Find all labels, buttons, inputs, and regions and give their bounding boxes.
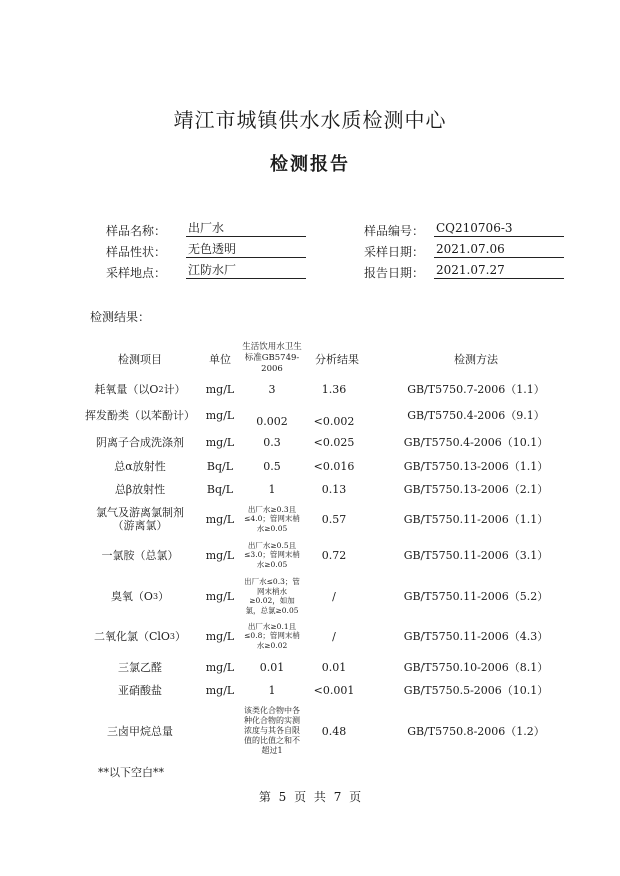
table-row (0, 537, 620, 573)
standard-cell: 出厂水≥0.5且≤3.0；管网末梢水≥0.05 (244, 540, 300, 569)
result-cell: 0.01 (321, 660, 347, 674)
table-row (0, 479, 620, 499)
unit-cell: Bq/L (206, 482, 234, 496)
report-date-label: 报告日期： (363, 266, 424, 280)
method-cell: GB/T5750.11-2006（3.1） (403, 548, 549, 562)
method-cell: GB/T5750.8-2006（1.2） (407, 724, 545, 738)
result-cell: 0.13 (321, 482, 347, 496)
unit-cell: mg/L (205, 589, 235, 603)
method-cell: GB/T5750.13-2006（1.1） (403, 459, 549, 473)
standard-cell: 出厂水≥0.3且≤4.0；管网末梢水≥0.05 (244, 504, 300, 533)
results-section-label: 检测结果： (90, 310, 151, 324)
result-cell: <0.025 (313, 435, 355, 449)
method-cell: GB/T5750.11-2006（5.2） (403, 589, 549, 603)
sampling-site-value: 江防水厂 (186, 263, 306, 279)
standard-cell: 该类化合物中各种化合物的实测浓度与其各自限值的比值之和不超过1 (244, 706, 300, 755)
sampling-date-value: 2021.07.06 (434, 242, 564, 258)
table-row (0, 618, 620, 654)
standard-cell: 出厂水≥0.1且≤0.8；管网末梢水≥0.02 (244, 621, 300, 650)
table-row (0, 657, 620, 677)
method-cell: GB/T5750.11-2006（1.1） (403, 512, 549, 526)
result-cell: / (332, 629, 336, 643)
result-cell: <0.002 (313, 414, 355, 428)
table-row (0, 703, 620, 759)
method-cell: GB/T5750.10-2006（8.1） (403, 660, 549, 674)
method-cell: GB/T5750.4-2006（10.1） (403, 435, 549, 449)
report-date-value: 2021.07.27 (434, 263, 564, 279)
result-cell: <0.016 (313, 459, 355, 473)
blank-note: **以下空白** (98, 766, 164, 779)
sample-property-value: 无色透明 (186, 242, 306, 258)
sample-name-value: 出厂水 (186, 221, 306, 237)
report-title: 检测报告 (270, 154, 350, 175)
item-cell: 二氧化氯（ClO 3 ） (93, 629, 187, 643)
sample-name-label: 样品名称： (105, 224, 166, 238)
unit-cell: mg/L (205, 629, 235, 643)
organization-name: 靖江市城镇供水水质检测中心 (173, 108, 447, 132)
result-cell: 1.36 (321, 382, 347, 396)
item-cell: 三氯乙醛 (118, 660, 162, 674)
standard-cell: 0.01 (259, 660, 285, 674)
unit-cell: mg/L (205, 660, 235, 674)
method-cell: GB/T5750.5-2006（10.1） (403, 683, 549, 697)
result-cell: 0.57 (321, 512, 347, 526)
standard-cell: 3 (268, 382, 276, 396)
sample-no-value: CQ210706-3 (434, 221, 564, 237)
page-number: 第 5 页 共 7 页 (258, 790, 362, 804)
column-header-standard: 生活饮用水卫生标准GB5749-2006 (242, 342, 302, 374)
unit-cell: mg/L (205, 408, 235, 422)
standard-cell: 0.5 (263, 459, 281, 473)
method-cell: GB/T5750.11-2006（4.3） (403, 629, 549, 643)
standard-cell: 1 (268, 683, 276, 697)
column-header-method: 检测方法 (454, 353, 498, 366)
unit-cell: mg/L (205, 382, 235, 396)
sampling-date-label: 采样日期： (363, 245, 424, 259)
item-cell: 挥发酚类（以苯酚计） (85, 408, 195, 422)
item-cell: 氯气及游离氯制剂（游离氯） (96, 506, 184, 532)
unit-cell (196, 703, 244, 759)
unit-cell: mg/L (205, 435, 235, 449)
column-header-unit: 单位 (209, 353, 231, 366)
item-cell: 亚硝酸盐 (118, 683, 162, 697)
table-row (0, 574, 620, 618)
result-cell: 0.48 (321, 724, 347, 738)
item-cell: 一氯胺（总氯） (101, 548, 179, 562)
standard-cell: 1 (268, 482, 276, 496)
result-cell: <0.001 (313, 683, 355, 697)
table-row (0, 379, 620, 399)
standard-cell: 0.002 (256, 414, 288, 428)
method-cell: GB/T5750.7-2006（1.1） (407, 382, 545, 396)
table-row (0, 501, 620, 537)
unit-cell: Bq/L (206, 459, 234, 473)
table-row (0, 432, 620, 452)
unit-cell: mg/L (205, 548, 235, 562)
unit-cell: mg/L (205, 512, 235, 526)
result-cell: 0.72 (321, 548, 347, 562)
item-cell: 总β放射性 (114, 482, 166, 496)
table-row (0, 400, 620, 430)
column-header-item: 检测项目 (118, 353, 162, 366)
table-row (0, 680, 620, 700)
standard-cell: 0.3 (263, 435, 281, 449)
item-cell: 阴离子合成洗涤剂 (96, 435, 184, 449)
column-header-result: 分析结果 (315, 353, 359, 366)
sample-no-label: 样品编号： (363, 224, 424, 238)
item-cell: 耗氧量（以O 2 计） (94, 382, 186, 396)
unit-cell: mg/L (205, 683, 235, 697)
sampling-site-label: 采样地点： (105, 266, 166, 280)
method-cell: GB/T5750.13-2006（2.1） (403, 482, 549, 496)
item-cell: 总α放射性 (114, 459, 166, 473)
standard-cell: 出厂水≤0.3；管网末梢水≥0.02，如加氯，总氯≥0.05 (244, 577, 300, 615)
method-cell: GB/T5750.4-2006（9.1） (407, 408, 545, 422)
item-cell: 三卤甲烷总量 (107, 724, 173, 738)
sample-property-label: 样品性状： (105, 245, 166, 259)
item-cell: 臭氧（O 3 ） (110, 589, 170, 603)
result-cell: / (332, 589, 336, 603)
table-row (0, 456, 620, 476)
